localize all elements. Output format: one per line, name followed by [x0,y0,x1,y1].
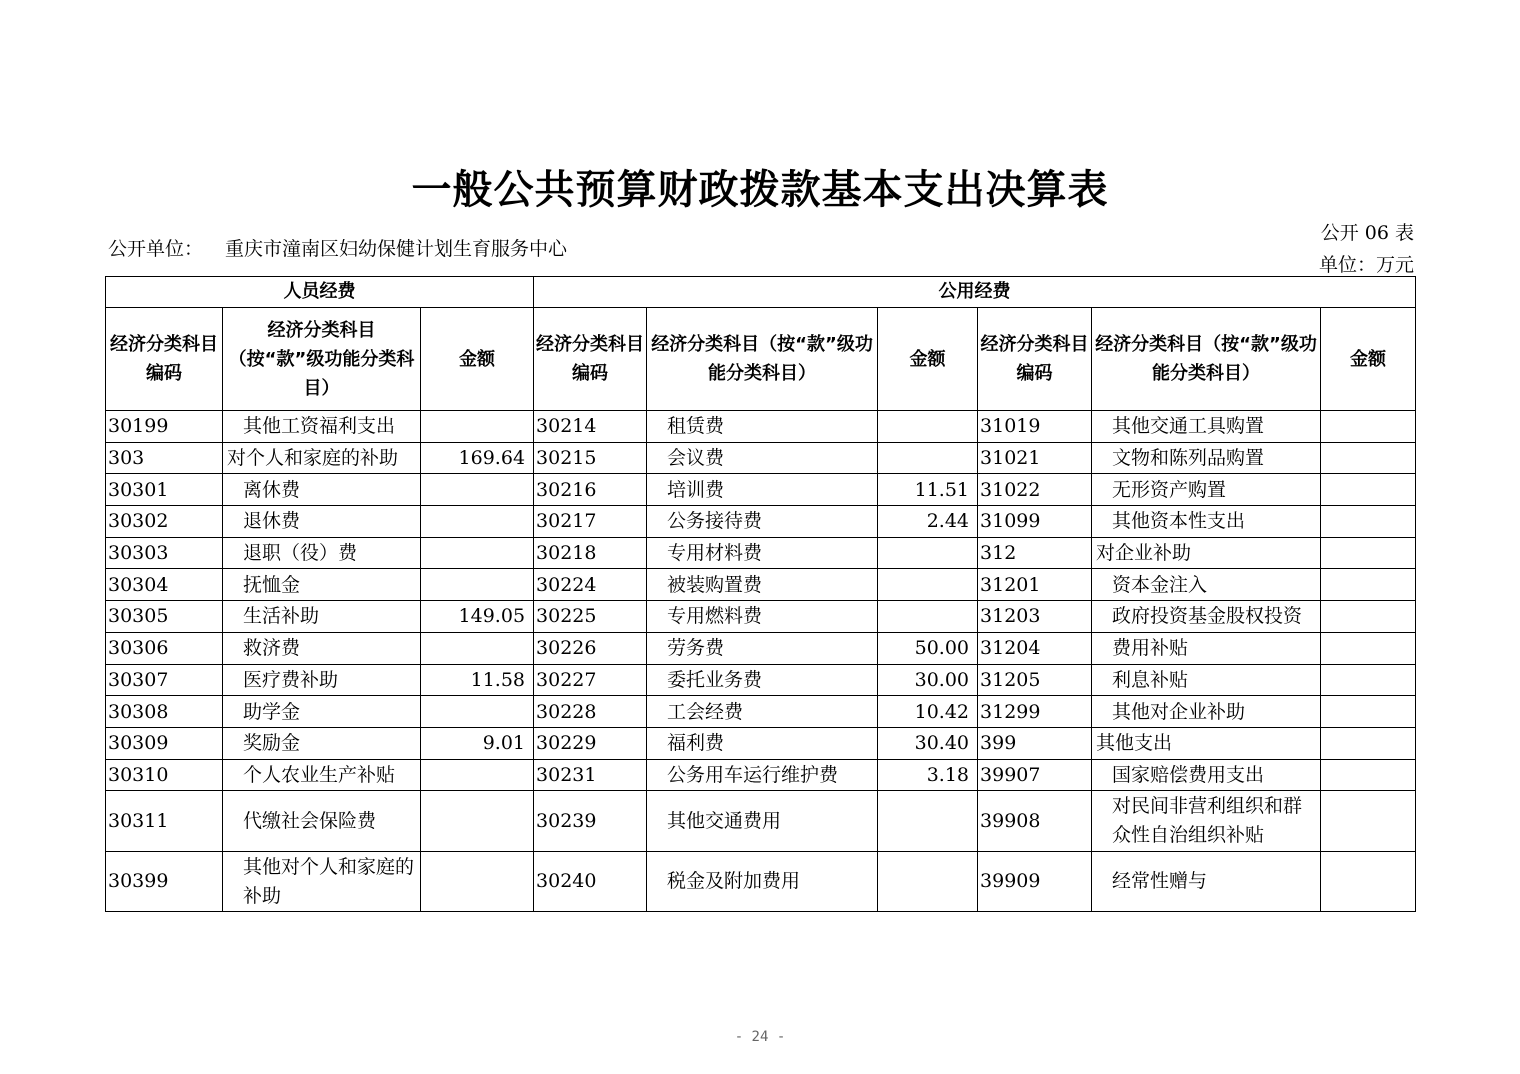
amount-cell: 3.18 [878,759,978,791]
code-cell: 30229 [534,727,647,759]
table-row [106,601,1416,633]
name-cell: 个人农业生产补贴 [223,759,421,791]
name-cell: 租赁费 [647,411,878,443]
name-cell: 培训费 [647,474,878,506]
code-cell: 31203 [978,601,1092,633]
amount-cell [878,791,978,852]
amount-cell: 149.05 [421,601,534,633]
amount-cell: 11.58 [421,664,534,696]
amount-cell [1321,632,1416,664]
name-cell: 公务用车运行维护费 [647,759,878,791]
name-cell: 救济费 [223,632,421,664]
amount-cell [421,411,534,443]
code-cell: 312 [978,537,1092,569]
header-amount: 金额 [878,308,978,411]
amount-cell: 50.00 [878,632,978,664]
amount-cell [1321,791,1416,852]
table-row [106,506,1416,538]
code-cell: 30239 [534,791,647,852]
header-name: 经济分类科目（按“款”级功能分类科目） [223,308,421,411]
table-row [106,851,1416,912]
amount-cell: 169.64 [421,442,534,474]
name-cell: 政府投资基金股权投资 [1092,601,1321,633]
code-cell: 30308 [106,696,223,728]
code-cell: 303 [106,442,223,474]
amount-cell: 2.44 [878,506,978,538]
table-row [106,791,1416,852]
code-cell: 30225 [534,601,647,633]
table-row [106,474,1416,506]
table-row [106,569,1416,601]
code-cell: 31022 [978,474,1092,506]
currency-unit: 单位：万元 [1318,254,1414,276]
code-cell: 30301 [106,474,223,506]
name-cell: 奖励金 [223,727,421,759]
page-number: - 24 - [734,1029,786,1045]
amount-cell [421,759,534,791]
amount-cell [878,442,978,474]
name-cell: 助学金 [223,696,421,728]
name-cell: 被装购置费 [647,569,878,601]
code-cell: 30303 [106,537,223,569]
code-cell: 30218 [534,537,647,569]
name-cell: 资本金注入 [1092,569,1321,601]
code-cell: 31099 [978,506,1092,538]
amount-cell: 10.42 [878,696,978,728]
code-cell: 399 [978,727,1092,759]
code-cell: 31201 [978,569,1092,601]
code-cell: 30302 [106,506,223,538]
amount-cell [421,632,534,664]
name-cell: 福利费 [647,727,878,759]
code-cell: 30227 [534,664,647,696]
name-cell: 其他对企业补助 [1092,696,1321,728]
code-cell: 30240 [534,851,647,912]
amount-cell [1321,442,1416,474]
name-cell: 专用燃料费 [647,601,878,633]
amount-cell [878,537,978,569]
amount-cell [1321,537,1416,569]
header-code: 经济分类科目编码 [534,308,647,411]
amount-cell [878,411,978,443]
group-public: 公用经费 [534,277,1416,308]
code-cell: 39907 [978,759,1092,791]
name-cell: 经常性赠与 [1092,851,1321,912]
name-cell: 其他支出 [1092,727,1321,759]
header-name: 经济分类科目（按“款”级功能分类科目） [647,308,878,411]
name-cell: 其他交通工具购置 [1092,411,1321,443]
amount-cell [1321,569,1416,601]
name-cell: 专用材料费 [647,537,878,569]
name-cell: 工会经费 [647,696,878,728]
code-cell: 30309 [106,727,223,759]
name-cell: 税金及附加费用 [647,851,878,912]
code-cell: 30216 [534,474,647,506]
code-cell: 30226 [534,632,647,664]
amount-cell [878,601,978,633]
amount-cell: 30.00 [878,664,978,696]
code-cell: 31204 [978,632,1092,664]
name-cell: 利息补贴 [1092,664,1321,696]
amount-cell: 11.51 [878,474,978,506]
header-amount: 金额 [1321,308,1416,411]
code-cell: 30214 [534,411,647,443]
amount-cell [1321,506,1416,538]
table-row [106,537,1416,569]
amount-cell [1321,411,1416,443]
amount-cell [421,474,534,506]
name-cell: 费用补贴 [1092,632,1321,664]
expenditure-table [105,276,1416,912]
name-cell: 离休费 [223,474,421,506]
table-number: 公开 06 表 [1320,222,1414,244]
amount-cell [1321,851,1416,912]
code-cell: 30224 [534,569,647,601]
name-cell: 其他对个人和家庭的补助 [223,851,421,912]
code-cell: 30306 [106,632,223,664]
group-header-row [106,277,1416,308]
code-cell: 30304 [106,569,223,601]
name-cell: 退休费 [223,506,421,538]
amount-cell [421,506,534,538]
amount-cell [878,569,978,601]
table-row [106,759,1416,791]
code-cell: 30231 [534,759,647,791]
amount-cell: 30.40 [878,727,978,759]
amount-cell [421,791,534,852]
name-cell: 对个人和家庭的补助 [223,442,421,474]
page-title: 一般公共预算财政拨款基本支出决算表 [411,167,1109,213]
code-cell: 30215 [534,442,647,474]
amount-cell [1321,727,1416,759]
amount-cell [421,537,534,569]
code-cell: 30217 [534,506,647,538]
table-row [106,411,1416,443]
header-code: 经济分类科目编码 [978,308,1092,411]
amount-cell [421,851,534,912]
unit-name: 重庆市潼南区妇幼保健计划生育服务中心 [225,238,568,260]
code-cell: 31021 [978,442,1092,474]
code-cell: 30305 [106,601,223,633]
table-row [106,696,1416,728]
table-row [106,664,1416,696]
code-cell: 30310 [106,759,223,791]
name-cell: 抚恤金 [223,569,421,601]
name-cell: 对企业补助 [1092,537,1321,569]
name-cell: 生活补助 [223,601,421,633]
table-row [106,632,1416,664]
amount-cell [421,569,534,601]
group-personnel: 人员经费 [106,277,534,308]
name-cell: 退职（役）费 [223,537,421,569]
reporting-unit [108,234,567,261]
name-cell: 代缴社会保险费 [223,791,421,852]
code-cell: 39908 [978,791,1092,852]
name-cell: 公务接待费 [647,506,878,538]
amount-cell: 9.01 [421,727,534,759]
amount-cell [1321,601,1416,633]
code-cell: 30311 [106,791,223,852]
amount-cell [1321,664,1416,696]
name-cell: 劳务费 [647,632,878,664]
name-cell: 医疗费补助 [223,664,421,696]
header-amount: 金额 [421,308,534,411]
name-cell: 文物和陈列品购置 [1092,442,1321,474]
code-cell: 30307 [106,664,223,696]
name-cell: 委托业务费 [647,664,878,696]
code-cell: 39909 [978,851,1092,912]
unit-label: 公开单位： [108,238,204,260]
amount-cell [1321,696,1416,728]
code-cell: 31205 [978,664,1092,696]
header-code: 经济分类科目编码 [106,308,223,411]
code-cell: 30228 [534,696,647,728]
code-cell: 31299 [978,696,1092,728]
name-cell: 会议费 [647,442,878,474]
table-row [106,727,1416,759]
amount-cell [421,696,534,728]
name-cell: 国家赔偿费用支出 [1092,759,1321,791]
name-cell: 无形资产购置 [1092,474,1321,506]
name-cell: 对民间非营利组织和群众性自治组织补贴 [1092,791,1321,852]
code-cell: 30399 [106,851,223,912]
code-cell: 30199 [106,411,223,443]
column-header-row [106,308,1416,411]
table-row [106,442,1416,474]
header-name: 经济分类科目（按“款”级功能分类科目） [1092,308,1321,411]
amount-cell [878,851,978,912]
name-cell: 其他工资福利支出 [223,411,421,443]
amount-cell [1321,759,1416,791]
amount-cell [1321,474,1416,506]
name-cell: 其他交通费用 [647,791,878,852]
name-cell: 其他资本性支出 [1092,506,1321,538]
code-cell: 31019 [978,411,1092,443]
